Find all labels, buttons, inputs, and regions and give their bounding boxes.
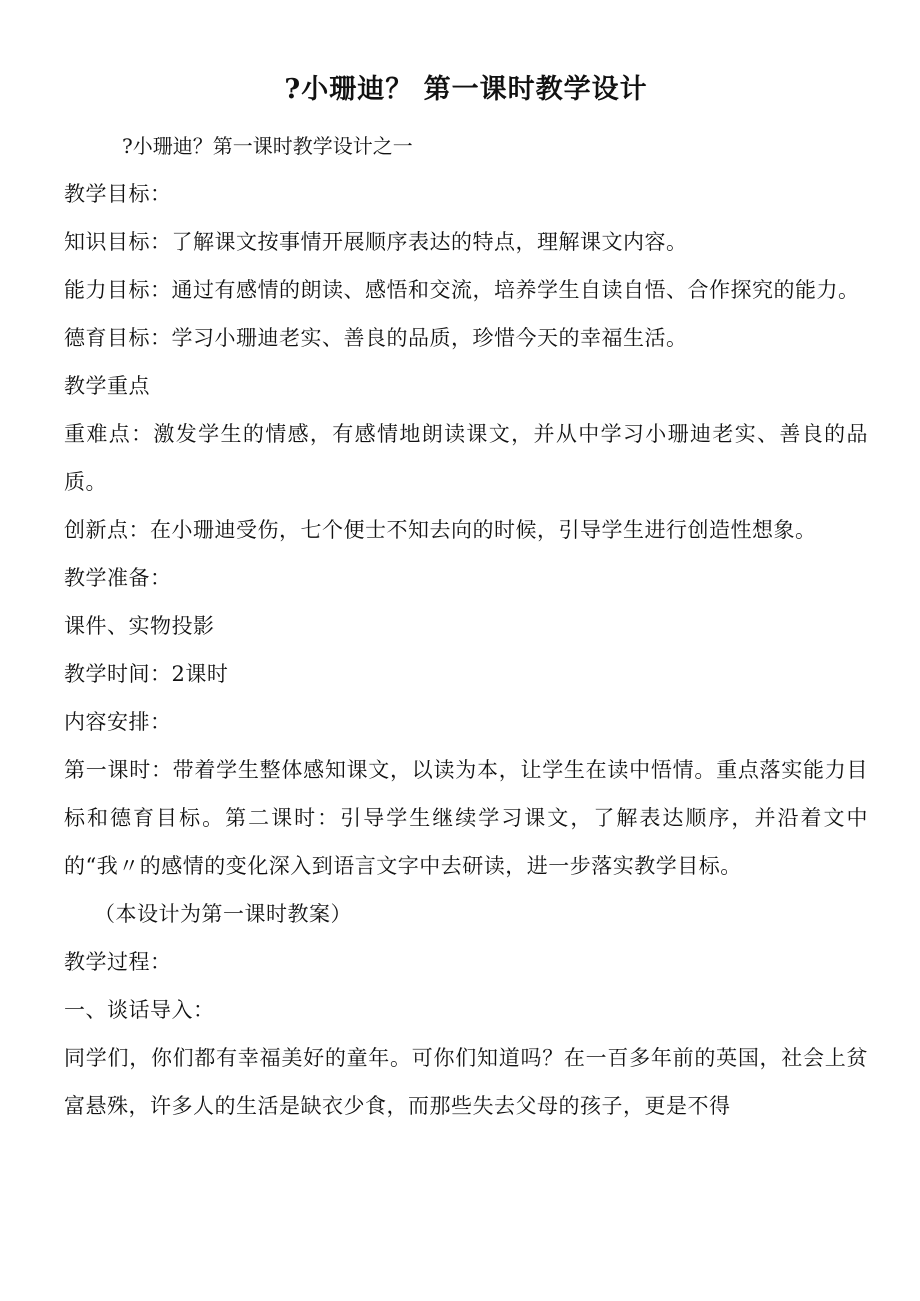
moral-goal: 德育目标：学习小珊迪老实、善良的品质，珍惜今天的幸福生活。 xyxy=(64,326,688,350)
teaching-goals-heading: 教学目标： xyxy=(64,182,172,206)
document-title: ?小珊迪？ 第一课时教学设计 xyxy=(284,74,648,105)
knowledge-goal: 知识目标：了解课文按事情开展顺序表达的特点，理解课文内容。 xyxy=(64,230,688,254)
section-one-heading: 一、谈话导入： xyxy=(64,998,215,1022)
ability-goal: 能力目标：通过有感情的朗读、感悟和交流，培养学生自读自悟、合作探究的能力。 xyxy=(64,278,860,302)
teaching-time: 教学时间：2课时 xyxy=(64,662,229,686)
arrangement-heading: 内容安排： xyxy=(64,710,172,734)
intro-paragraph: 同学们，你们都有幸福美好的童年。可你们知道吗？在一百多年前的英国，社会上贫富悬殊，许多人的生活是缺衣少食，而那些失去父母的孩子，更是不得 xyxy=(64,1046,868,1118)
preparation-heading: 教学准备： xyxy=(64,566,172,590)
document-subtitle: ?小珊迪？第一课时教学设计之一 xyxy=(122,134,413,158)
design-note: （本设计为第一课时教案） xyxy=(94,902,352,926)
difficulty-paragraph: 重难点：激发学生的情感，有感情地朗读课文，并从中学习小珊迪老实、善良的品质。 xyxy=(64,422,868,494)
key-points-heading: 教学重点 xyxy=(64,374,150,398)
preparation-text: 课件、实物投影 xyxy=(64,614,215,638)
process-heading: 教学过程： xyxy=(64,950,172,974)
innovation-paragraph: 创新点：在小珊迪受伤，七个便士不知去向的时候，引导学生进行创造性想象。 xyxy=(64,518,817,542)
arrangement-paragraph: 第一课时：带着学生整体感知课文，以读为本，让学生在读中悟情。重点落实能力目标和德育目标。第二课时：引导学生继续学习课文，了解表达顺序，并沿着文中的“我〃的感情的变化深入到语言文字中去研读，进一步落实教学目标。 xyxy=(64,758,868,878)
